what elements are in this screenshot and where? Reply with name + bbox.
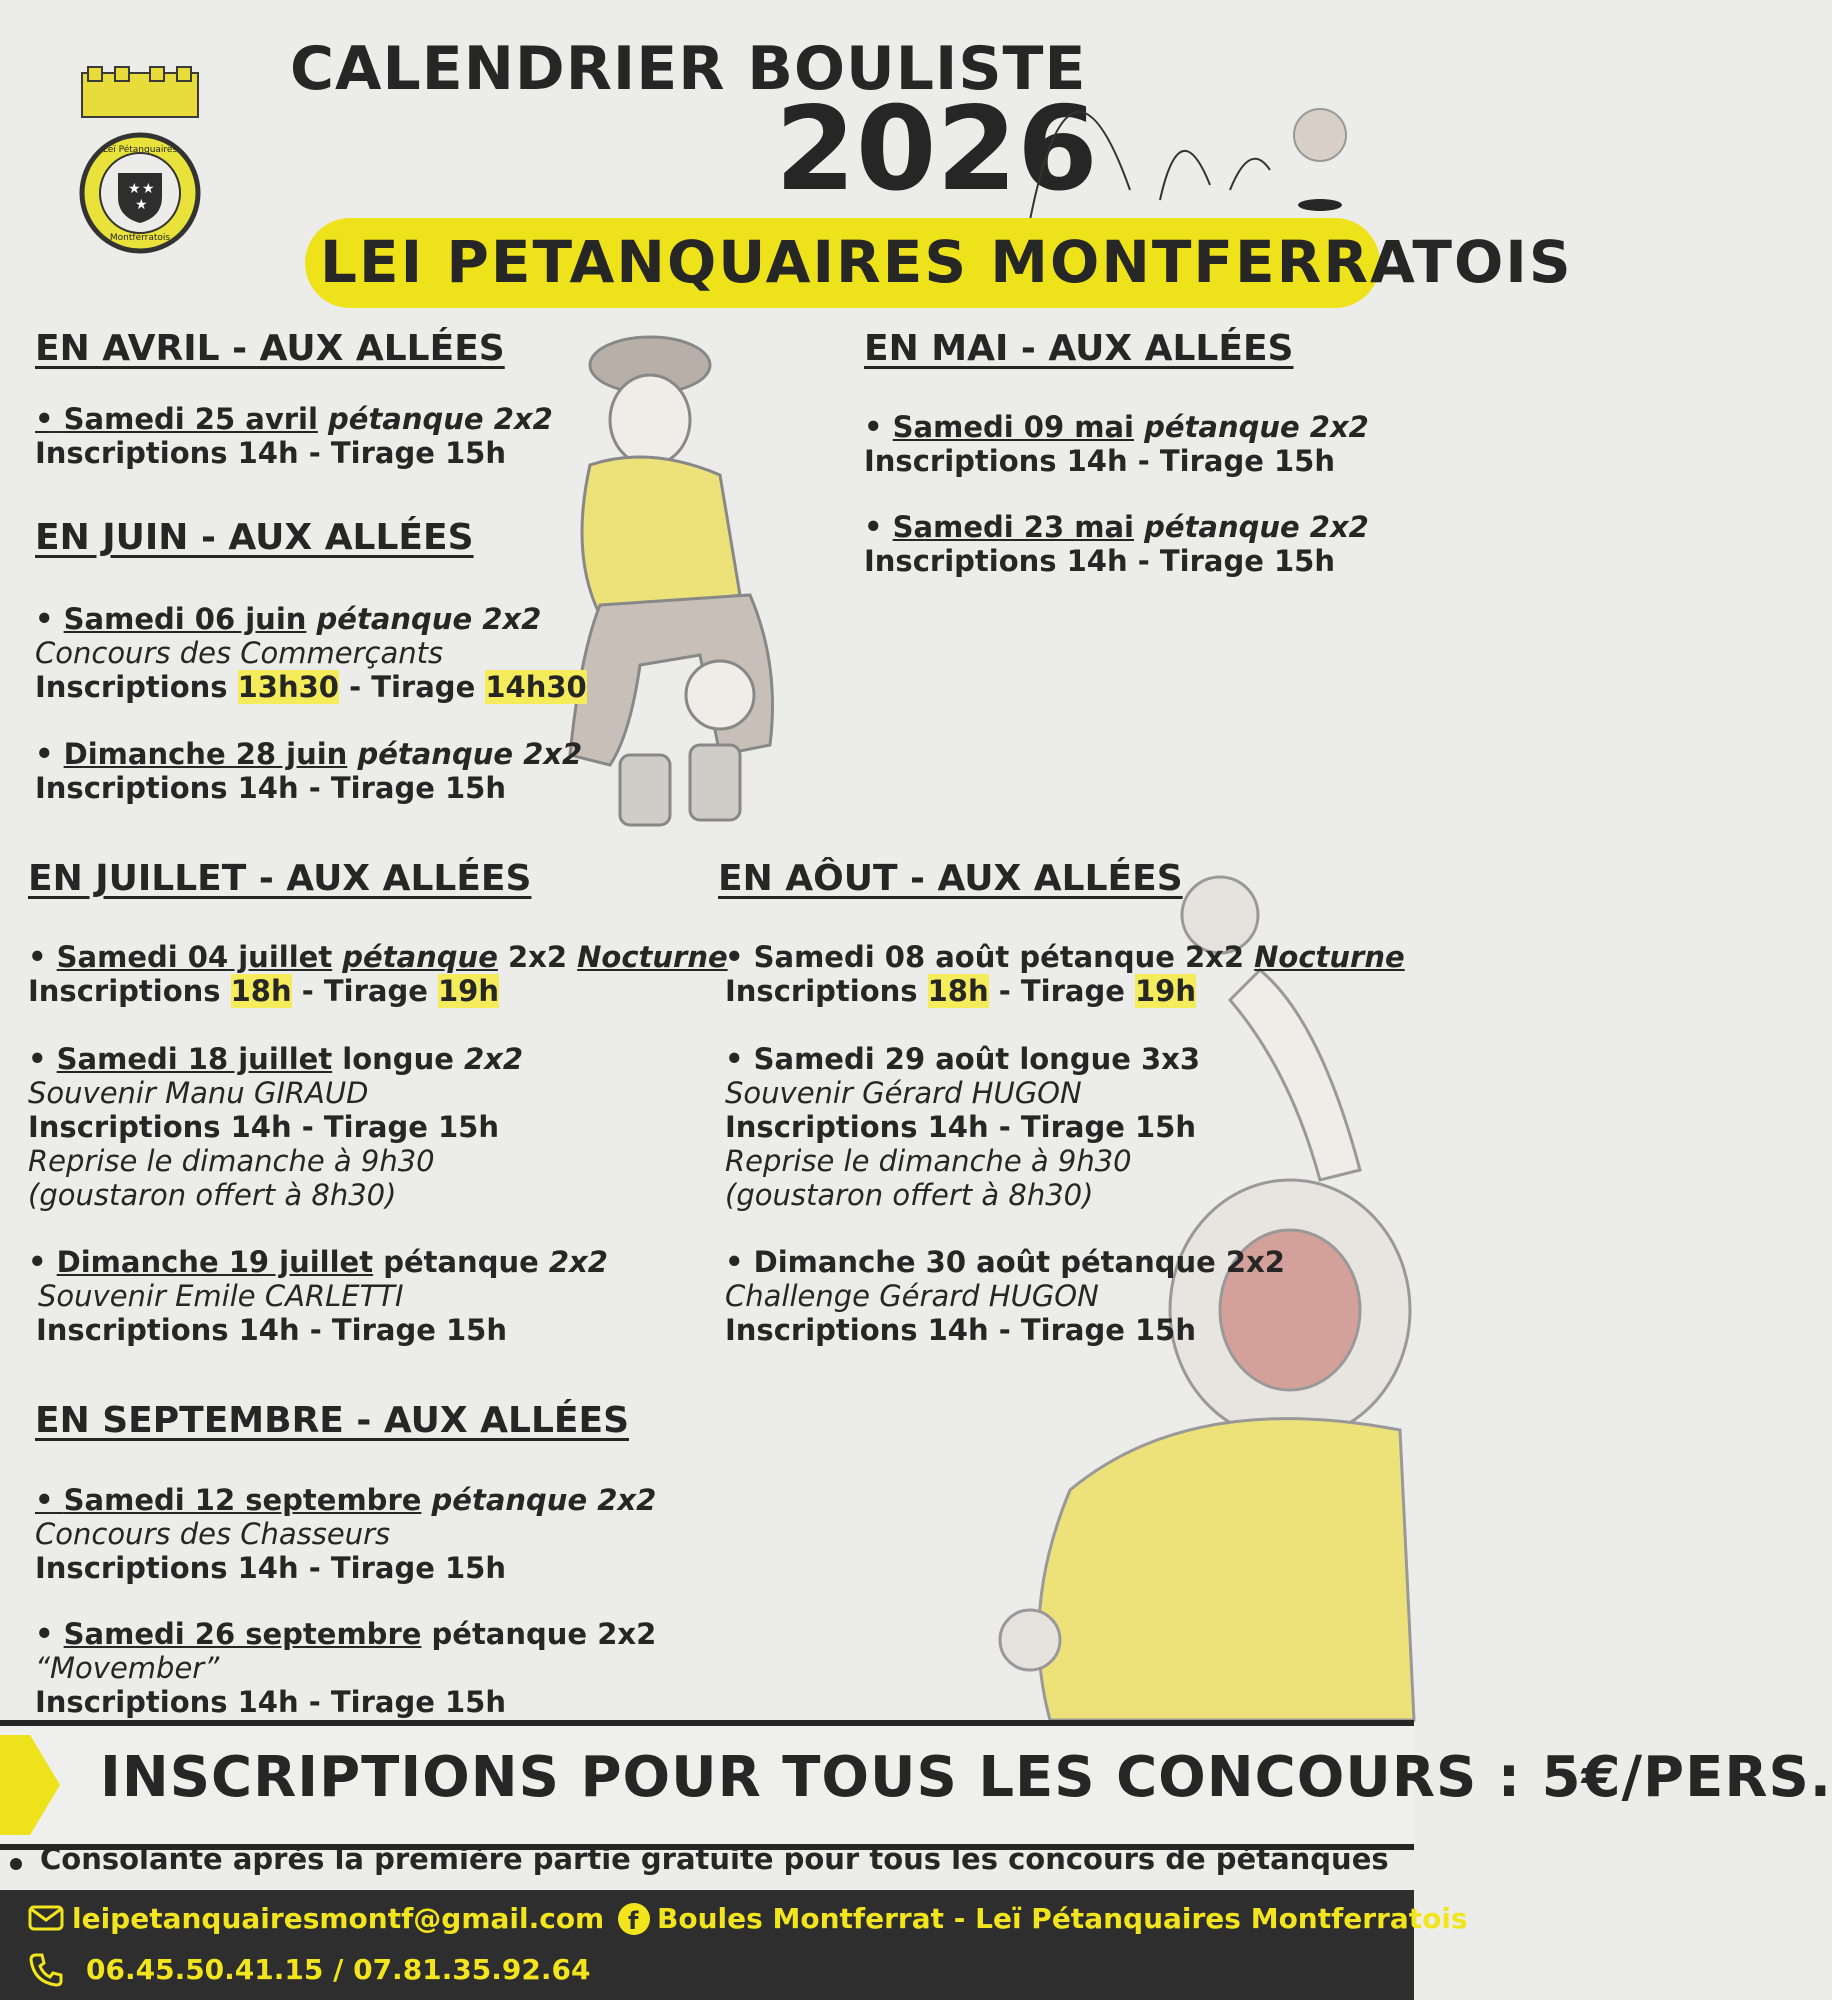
svg-text:★: ★ <box>135 197 148 213</box>
event-type: pétanque 2x2 <box>1144 410 1369 444</box>
ins-label: Inscriptions <box>28 974 231 1008</box>
svg-text:★: ★ <box>142 181 155 197</box>
bullet: • <box>35 1617 54 1651</box>
event-goustaron: (goustaron offert à 8h30) <box>28 1178 397 1212</box>
bullet: • <box>35 402 54 436</box>
event-date: Samedi 26 septembre <box>63 1617 422 1651</box>
heading-mai: EN MAI - AUX ALLÉES <box>864 328 1294 369</box>
logo-text-top: Leï Pétanquaires <box>102 145 178 155</box>
bullet: • <box>35 602 54 636</box>
ins-time: 18h <box>230 974 292 1008</box>
event-subtitle: “Movember” <box>35 1651 220 1685</box>
event-nocturne: Nocturne <box>1254 940 1405 974</box>
event-date: Samedi 25 avril <box>63 402 318 436</box>
event-format: 2x2 <box>464 1042 524 1076</box>
ins-label: Inscriptions <box>725 974 928 1008</box>
bullet: • <box>28 940 47 974</box>
event-inscriptions: Inscriptions 14h - Tirage 15h <box>36 1313 507 1347</box>
event-aout-2 <box>725 1042 1200 1212</box>
consolante-text: Consolante après la première partie gratuite pour tous les concours de pétanques <box>40 1842 1389 1876</box>
event-septembre-1 <box>35 1483 656 1585</box>
event-date: Dimanche 19 juillet <box>56 1245 374 1279</box>
event-type: pétanque 2x2 <box>328 402 553 436</box>
contact-facebook[interactable]: Boules Montferrat - Leï Pétanquaires Montferratois <box>657 1902 1468 1935</box>
bullet: • <box>35 1483 54 1517</box>
tirage-label: - Tirage <box>988 974 1135 1008</box>
event-type: longue <box>342 1042 454 1076</box>
event-reprise: Reprise le dimanche à 9h30 <box>725 1144 1132 1178</box>
event-line: • Samedi 29 août longue 3x3 <box>725 1042 1201 1076</box>
tirage-label: - Tirage <box>291 974 438 1008</box>
event-juillet-3 <box>28 1245 608 1347</box>
svg-text:f: f <box>628 1907 639 1935</box>
ins-label: Inscriptions <box>35 670 238 704</box>
event-type: pétanque <box>342 940 498 974</box>
event-date: Samedi 18 juillet <box>56 1042 333 1076</box>
event-mai-2 <box>864 510 1369 578</box>
bullet: • <box>28 1245 47 1279</box>
tirage-label: - Tirage <box>338 670 486 704</box>
event-date: Samedi 23 mai <box>892 510 1134 544</box>
tirage-time: 14h30 <box>485 670 587 704</box>
heading-aout: EN AÔUT - AUX ALLÉES <box>718 858 1183 899</box>
tirage-time: 19h <box>438 974 500 1008</box>
event-type: pétanque 2x2 <box>431 1483 657 1517</box>
event-date: Samedi 09 mai <box>892 410 1134 444</box>
heading-septembre: EN SEPTEMBRE - AUX ALLÉES <box>35 1400 630 1441</box>
event-juin-2 <box>35 737 582 805</box>
event-avril-1 <box>35 402 553 470</box>
event-inscriptions: Inscriptions 14h - Tirage 15h <box>35 1551 506 1585</box>
event-goustaron: (goustaron offert à 8h30) <box>725 1178 1094 1212</box>
event-date: Samedi 12 septembre <box>63 1483 422 1517</box>
email-icon <box>28 1903 64 1933</box>
event-subtitle: Concours des Commerçants <box>35 636 444 670</box>
event-inscriptions: Inscriptions 14h - Tirage 15h <box>725 1313 1196 1347</box>
event-inscriptions: Inscriptions 14h - Tirage 15h <box>28 1110 499 1144</box>
event-inscriptions: Inscriptions 14h - Tirage 15h <box>864 444 1335 478</box>
event-reprise: Reprise le dimanche à 9h30 <box>28 1144 435 1178</box>
event-subtitle: Souvenir Manu GIRAUD <box>28 1076 369 1110</box>
contact-email[interactable]: leipetanquairesmontf@gmail.com <box>72 1902 605 1935</box>
heading-juin: EN JUIN - AUX ALLÉES <box>35 517 474 558</box>
event-inscriptions: Inscriptions 14h - Tirage 15h <box>864 544 1335 578</box>
event-type: pétanque <box>373 1245 549 1279</box>
event-subtitle: Challenge Gérard HUGON <box>725 1279 1099 1313</box>
event-type: pétanque 2x2 <box>316 602 542 636</box>
heading-avril: EN AVRIL - AUX ALLÉES <box>35 328 505 369</box>
event-inscriptions: Inscriptions 14h - Tirage 15h <box>725 1110 1196 1144</box>
crouching-player-illustration <box>550 335 820 835</box>
heading-juillet: EN JUILLET - AUX ALLÉES <box>28 858 532 899</box>
event-date: Samedi 06 juin <box>63 602 307 636</box>
event-subtitle: Concours des Chasseurs <box>35 1517 391 1551</box>
phone-icon <box>28 1952 64 1988</box>
logo-text-bottom: Montferratois <box>109 233 171 243</box>
event-septembre-2 <box>35 1617 656 1719</box>
event-inscriptions: Inscriptions 14h - Tirage 15h <box>35 436 506 470</box>
facebook-icon <box>617 1902 651 1936</box>
event-format: 2x2 <box>548 1245 608 1279</box>
consolante-bullet <box>10 1858 22 1870</box>
fee-text: INSCRIPTIONS POUR TOUS LES CONCOURS : 5€/PERS. <box>100 1745 1832 1810</box>
event-juillet-1 <box>28 940 728 1008</box>
event-aout-1 <box>725 940 1405 1008</box>
event-subtitle: Souvenir Gérard HUGON <box>725 1076 1082 1110</box>
event-format: 2x2 <box>497 940 578 974</box>
event-type: pétanque 2x2 <box>421 1617 657 1651</box>
fee-arrow-icon <box>0 1735 60 1835</box>
bullet: • <box>864 510 883 544</box>
club-logo <box>70 65 210 255</box>
event-date: Dimanche 28 juin <box>63 737 348 771</box>
bullet: • <box>28 1042 47 1076</box>
event-juin-1 <box>35 602 587 704</box>
bullet: • <box>864 410 883 444</box>
event-mai-1 <box>864 410 1369 478</box>
event-aout-3 <box>725 1245 1285 1347</box>
ball-trajectory-icon <box>1010 40 1370 220</box>
club-name: LEI PETANQUAIRES MONTFERRATOIS <box>320 228 1573 296</box>
page-title: CALENDRIER BOULISTE <box>290 34 1087 104</box>
event-date: Samedi 04 juillet <box>56 940 333 974</box>
year: 2026 <box>775 82 1098 217</box>
event-type: pétanque 2x2 <box>357 737 583 771</box>
ins-time: 13h30 <box>237 670 339 704</box>
event-juillet-2 <box>28 1042 523 1212</box>
event-subtitle: Souvenir Emile CARLETTI <box>38 1279 404 1313</box>
event-nocturne: Nocturne <box>577 940 728 974</box>
tirage-time: 19h <box>1135 974 1197 1008</box>
ins-time: 18h <box>927 974 989 1008</box>
event-inscriptions: Inscriptions 14h - Tirage 15h <box>35 1685 506 1719</box>
contact-phone[interactable]: 06.45.50.41.15 / 07.81.35.92.64 <box>86 1953 591 1986</box>
event-line: • Samedi 08 août pétanque 2x2 <box>725 940 1255 974</box>
event-inscriptions: Inscriptions 14h - Tirage 15h <box>35 771 506 805</box>
bullet: • <box>35 737 54 771</box>
event-line: • Dimanche 30 août pétanque 2x2 <box>725 1245 1285 1279</box>
svg-text:★: ★ <box>128 181 141 197</box>
event-type: pétanque 2x2 <box>1144 510 1369 544</box>
